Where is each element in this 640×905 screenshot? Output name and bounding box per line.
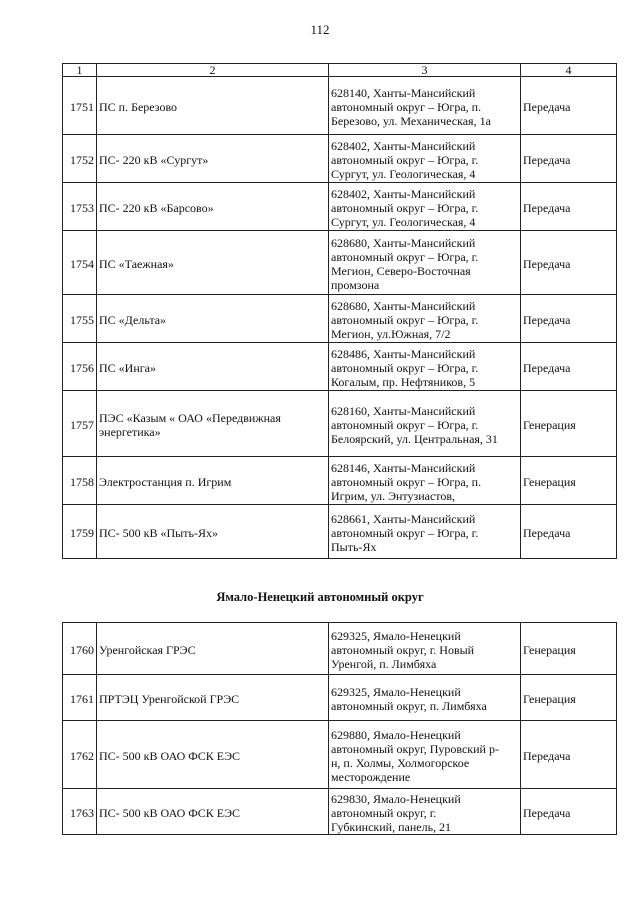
page-number: 112 xyxy=(310,22,330,37)
address-line: 629830, Ямало-Ненецкий xyxy=(331,791,461,806)
table-row xyxy=(63,343,617,391)
facility-address xyxy=(329,505,521,559)
row-number: 1751 xyxy=(63,77,97,135)
facility-address xyxy=(329,391,521,457)
address-line: 629325, Ямало-Ненецкий xyxy=(331,628,461,643)
address-line: Сургут, ул. Геологическая, 4 xyxy=(331,214,476,229)
address-line: Губкинский, панель, 21 xyxy=(331,819,452,834)
row-number: 1753 xyxy=(63,183,97,231)
activity-type: Передача xyxy=(521,505,617,559)
facility-address xyxy=(329,623,521,675)
activity-type: Генерация xyxy=(521,457,617,505)
address-line: автономный округ, Пуровский р- xyxy=(331,741,499,756)
column-number-row xyxy=(63,64,617,77)
address-line: 628160, Ханты-Мансийский xyxy=(331,403,476,418)
activity-type: Передача xyxy=(521,721,617,789)
row-number: 1755 xyxy=(63,295,97,343)
facility-name: ПС- 220 кВ «Сургут» xyxy=(97,135,329,183)
table-row xyxy=(63,721,617,789)
facility-name: ПС- 220 кВ «Барсово» xyxy=(97,183,329,231)
address-line: автономный округ – Югра, г. xyxy=(331,360,479,375)
address-line: автономный округ – Югра, г. xyxy=(331,525,479,540)
row-number: 1758 xyxy=(63,457,97,505)
address-line: 628402, Ханты-Мансийский xyxy=(331,186,476,201)
address-line: автономный округ – Югра, г. xyxy=(331,417,479,432)
address-line: 629880, Ямало-Ненецкий xyxy=(331,727,461,742)
row-number: 1761 xyxy=(63,675,97,721)
facility-name: ПС- 500 кВ «Пыть-Ях» xyxy=(97,505,329,559)
activity-type: Передача xyxy=(521,789,617,835)
address-line: 628486, Ханты-Мансийский xyxy=(331,346,476,361)
column-number: 4 xyxy=(521,64,617,77)
table-row xyxy=(63,77,617,135)
row-number: 1757 xyxy=(63,391,97,457)
facility-name: ПС «Таежная» xyxy=(97,231,329,295)
facility-name: ПС- 500 кВ ОАО ФСК ЕЭС xyxy=(97,721,329,789)
row-number: 1752 xyxy=(63,135,97,183)
facility-name: ПРТЭЦ Уренгойской ГРЭС xyxy=(97,675,329,721)
address-line: Игрим, ул. Энтузиастов, xyxy=(331,488,456,503)
address-line: промзона xyxy=(331,277,380,292)
facility-name: ПС- 500 кВ ОАО ФСК ЕЭС xyxy=(97,789,329,835)
address-line: 628140, Ханты-Мансийский xyxy=(331,85,476,100)
table-row xyxy=(63,295,617,343)
address-line: 628661, Ханты-Мансийский xyxy=(331,511,476,526)
row-number: 1762 xyxy=(63,721,97,789)
address-line: Мегион, Северо-Восточная xyxy=(331,263,471,278)
address-line: автономный округ – Югра, г. xyxy=(331,312,479,327)
facility-name: ПС «Дельта» xyxy=(97,295,329,343)
column-number: 3 xyxy=(329,64,521,77)
address-line: автономный округ, г. xyxy=(331,805,437,820)
address-line: Когалым, пр. Нефтяников, 5 xyxy=(331,374,476,389)
facility-name: ПС «Инга» xyxy=(97,343,329,391)
table-row xyxy=(63,675,617,721)
address-line: автономный округ – Югра, п. xyxy=(331,99,482,114)
address-line: 628680, Ханты-Мансийский xyxy=(331,298,476,313)
table-row xyxy=(63,135,617,183)
address-line: автономный округ, г. Новый xyxy=(331,642,475,657)
address-line: Белоярский, ул. Центральная, 31 xyxy=(331,431,498,446)
facility-address xyxy=(329,135,521,183)
facility-address xyxy=(329,77,521,135)
address-line: Уренгой, п. Лимбяха xyxy=(331,656,437,671)
facility-address xyxy=(329,183,521,231)
address-line: автономный округ – Югра, г. xyxy=(331,152,479,167)
activity-type: Генерация xyxy=(521,391,617,457)
table-row xyxy=(63,789,617,835)
facility-name: Уренгойская ГРЭС xyxy=(97,623,329,675)
activity-type: Генерация xyxy=(521,623,617,675)
row-number: 1763 xyxy=(63,789,97,835)
address-line: автономный округ – Югра, п. xyxy=(331,474,482,489)
address-line: Сургут, ул. Геологическая, 4 xyxy=(331,166,476,181)
address-line: 628146, Ханты-Мансийский xyxy=(331,460,476,475)
activity-type: Передача xyxy=(521,135,617,183)
address-line: 628680, Ханты-Мансийский xyxy=(331,235,476,250)
row-number: 1759 xyxy=(63,505,97,559)
facility-address xyxy=(329,231,521,295)
column-number: 1 xyxy=(63,64,97,77)
activity-type: Передача xyxy=(521,183,617,231)
table-row xyxy=(63,457,617,505)
activity-type: Передача xyxy=(521,343,617,391)
address-line: Березово, ул. Механическая, 1а xyxy=(331,113,491,128)
address-line: автономный округ, п. Лимбяха xyxy=(331,698,487,713)
table-row xyxy=(63,391,617,457)
activity-type: Передача xyxy=(521,295,617,343)
address-line: месторождение xyxy=(331,769,411,784)
facility-address xyxy=(329,343,521,391)
facility-name: Электростанция п. Игрим xyxy=(97,457,329,505)
facility-name: ПС п. Березово xyxy=(97,77,329,135)
column-number: 2 xyxy=(97,64,329,77)
row-number: 1760 xyxy=(63,623,97,675)
address-line: Мегион, ул.Южная, 7/2 xyxy=(331,326,451,341)
table-row xyxy=(63,623,617,675)
facility-address xyxy=(329,721,521,789)
facility-address xyxy=(329,457,521,505)
row-number: 1754 xyxy=(63,231,97,295)
registry-table-yanao xyxy=(62,622,617,835)
registry-table-khmao xyxy=(62,63,617,559)
facility-address xyxy=(329,789,521,835)
address-line: н, п. Холмы, Холмогорское xyxy=(331,755,470,770)
address-line: Пыть-Ях xyxy=(331,539,377,554)
address-line: автономный округ – Югра, г. xyxy=(331,249,479,264)
activity-type: Передача xyxy=(521,77,617,135)
address-line: 628402, Ханты-Мансийский xyxy=(331,138,476,153)
address-line: автономный округ – Югра, г. xyxy=(331,200,479,215)
section-title: Ямало-Ненецкий автономный округ xyxy=(216,590,424,604)
row-number: 1756 xyxy=(63,343,97,391)
table-row xyxy=(63,231,617,295)
facility-address xyxy=(329,675,521,721)
facility-address xyxy=(329,295,521,343)
table-row xyxy=(63,505,617,559)
table-row xyxy=(63,183,617,231)
address-line: 629325, Ямало-Ненецкий xyxy=(331,684,461,699)
activity-type: Передача xyxy=(521,231,617,295)
facility-name: ПЭС «Казым « ОАО «Передвижная энергетика» xyxy=(97,391,329,457)
activity-type: Генерация xyxy=(521,675,617,721)
